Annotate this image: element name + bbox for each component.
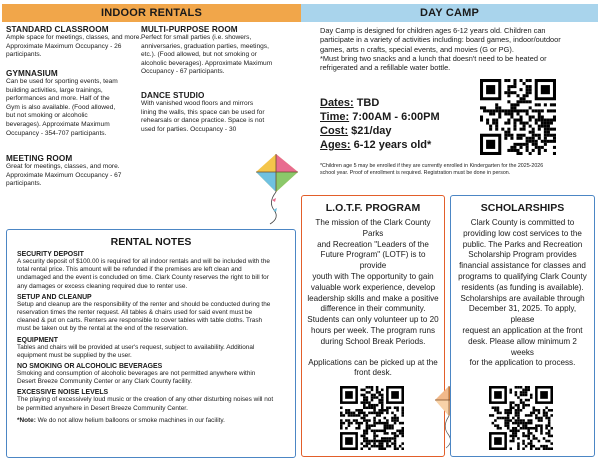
day-camp-line: *Must bring two snacks and a lunch that doesn't need to be heated or <box>320 53 547 63</box>
day-camp-banner: DAY CAMP <box>301 4 598 22</box>
footnote-line: *Children age 5 may be enrolled if they are currently enrolled in Kindergarten for the 2025-2026 <box>320 163 544 169</box>
setup-cleanup-heading: SETUP AND CLEANUP <box>17 293 92 301</box>
cost-row <box>320 124 470 138</box>
scholarships-line: desk. Please allow minimum 2 weeks <box>468 336 577 357</box>
equipment-heading: EQUIPMENT <box>17 336 58 344</box>
scholarships-qr-code-icon <box>489 386 553 450</box>
scholarships-line: for the application to process. <box>469 358 576 368</box>
kite-icon <box>248 150 304 226</box>
security-deposit-line: undamaged and the event is concluded on time. Clark County reserves the right to bill for <box>17 274 269 282</box>
ages-label: Ages: <box>320 139 351 151</box>
lotf-line: Future Program" (LOTF) is to provide <box>320 250 426 271</box>
lotf-pickup-line: front desk. <box>354 368 392 378</box>
meeting-room-line: Approximate Maximum Occupancy - 67 <box>6 171 122 179</box>
security-deposit-heading: SECURITY DEPOSIT <box>17 251 84 258</box>
multi-purpose-room-line: alcoholic beverages). Approximate Maximum <box>141 59 273 67</box>
lotf-line: leadership skills and make a positive <box>307 293 439 303</box>
note-label: *Note: <box>17 416 36 424</box>
time-value: 7:00AM - 6:00PM <box>352 111 440 123</box>
note-text: We do not allow helium balloons or smoke machines in our facility. <box>35 416 225 424</box>
dance-studio-section <box>141 91 299 134</box>
day-camp-details <box>320 96 470 152</box>
gymnasium-line: performances and more. Half of the <box>6 95 110 103</box>
standard-classroom-title: STANDARD CLASSROOM <box>6 25 109 34</box>
footnote-line: school year. Proof of enrollment is required. Registration must be done in person. <box>320 170 511 176</box>
security-deposit-line: total rental price. This amount will be refunded if the premises are left clean and <box>17 266 242 274</box>
dates-value: TBD <box>356 97 380 109</box>
day-camp-line: games, arts n crafts, special events, and movies (G or PG). <box>320 44 514 54</box>
dance-studio-line: used for parties. Occupancy - 30 <box>141 125 237 133</box>
lotf-title: L.O.T.F. PROGRAM <box>325 202 421 214</box>
lotf-line: youth with The opportunity to gain <box>312 271 434 281</box>
lotf-line: Students can only volunteer up to 20 <box>307 315 439 325</box>
multi-purpose-room-line: Occupancy - 67 participants. <box>141 68 225 76</box>
equipment-line: Tables and chairs will be provided at user's request, subject to availability. Additional <box>17 343 255 351</box>
noise-line: be permitted anywhere in Desert Breeze Community Center. <box>17 404 188 412</box>
scholarships-line: providing low cost services to the <box>463 228 582 238</box>
setup-cleanup-line: Setup and cleanup are the responsibility of the renter and should be conducted during the <box>17 300 271 308</box>
gymnasium-line: Gym is also available. (Food allowed, <box>6 103 116 111</box>
security-deposit-line: A security deposit of $100.00 is required for all indoor rentals and will be included with the <box>17 258 270 265</box>
lotf-pickup-line: Applications can be picked up at the <box>308 357 438 367</box>
day-camp-line: participate in a variety of activities including: board games, indoor/outdoor <box>320 35 561 45</box>
multi-purpose-room-line: etc.). (Food allowed, but not smoking or <box>141 51 257 59</box>
noise-heading: EXCESSIVE NOISE LEVELS <box>17 389 109 397</box>
day-camp-line: Day Camp is designed for children ages 6-12 years old. Children can <box>320 26 546 35</box>
standard-classroom-line: Ample space for meetings, classes, and more. <box>6 34 142 41</box>
scholarships-line: Scholarships are available through <box>460 293 585 303</box>
day-camp-footnote <box>320 163 596 177</box>
gymnasium-line: Occupancy - 354-707 participants. <box>6 129 107 137</box>
scholarships-line: public. The Parks and Recreation <box>462 239 583 249</box>
dance-studio-line: lining the walls, this space can be used for <box>141 108 265 116</box>
no-smoking-line: Smoking and consumption of alcoholic beverages are not permitted anywhere within <box>17 370 256 378</box>
scholarships-title: SCHOLARSHIPS <box>480 202 565 214</box>
meeting-room-line: participants. <box>6 180 42 188</box>
day-camp-description <box>320 26 595 72</box>
indoor-rentals-banner: INDOOR RENTALS <box>2 4 301 22</box>
dates-row <box>320 96 470 110</box>
rental-notes-box <box>6 229 296 458</box>
setup-cleanup-line: reservation times the renter request. All tables & chairs used for said event must be <box>17 309 253 317</box>
time-label: Time: <box>320 111 350 123</box>
ages-value: 6-12 years old* <box>353 139 432 151</box>
lotf-line: and Recreation "Leaders of the <box>317 239 429 249</box>
lotf-qr-code-icon <box>340 386 404 450</box>
lotf-line: hours per week. The program runs <box>310 325 435 335</box>
standard-classroom-section <box>6 25 146 60</box>
gymnasium-line: Can be used for sporting events, team <box>6 78 118 85</box>
ages-row <box>320 138 470 152</box>
scholarships-line: December 31, 2025. To apply, please <box>468 304 577 325</box>
gymnasium-title: GYMNASIUM <box>6 69 58 78</box>
gymnasium-section <box>6 69 146 138</box>
time-row <box>320 110 470 124</box>
scholarships-line: residents (as funding is available). <box>461 282 584 292</box>
equipment-line: equipment must be supplied by the user. <box>17 351 132 359</box>
gymnasium-line: building activities, large trainings, <box>6 86 103 94</box>
no-smoking-heading: NO SMOKING OR ALCOHOLIC BEVERAGES <box>17 363 163 371</box>
scholarships-line: Clark County is committed to <box>470 218 575 227</box>
security-deposit-line: any damages or excess cleaning required due to renter use. <box>17 282 188 290</box>
scholarships-line: request an application at the front <box>462 325 583 335</box>
scholarships-box <box>450 195 595 457</box>
lotf-line: The mission of the Clark County Parks <box>315 218 431 238</box>
standard-classroom-line: Approximate Maximum Occupancy - 26 <box>6 42 122 50</box>
meeting-room-section <box>6 154 146 189</box>
scholarships-line: Scholarship Program provides <box>468 250 577 260</box>
meeting-room-line: Great for meetings, classes, and more. <box>6 163 120 170</box>
dance-studio-title: DANCE STUDIO <box>141 91 205 100</box>
rental-notes-title: RENTAL NOTES <box>110 236 192 248</box>
multi-purpose-room-title: MULTI-PURPOSE ROOM <box>141 25 238 34</box>
meeting-room-title: MEETING ROOM <box>6 154 73 163</box>
multi-purpose-room-line: anniversaries, graduation parties, meetings, <box>141 42 269 50</box>
day-camp-line: refrigerated and a refillable water bottle. <box>320 63 451 73</box>
setup-cleanup-line: cleaned & put on carts. Renters are responsible to cover tables with table cloths. Trash <box>17 317 263 325</box>
noise-line: The playing of excessively loud music or the creation of any other disturbing noises will not <box>17 396 274 404</box>
scholarships-line: programs to qualifying Clark County <box>458 271 587 281</box>
scholarships-line: financial assistance for classes and <box>459 261 586 271</box>
day-camp-qr-code-icon <box>480 79 556 155</box>
dance-studio-line: rehearsals or dance practice. Space is not <box>141 117 265 125</box>
no-smoking-line: Desert Breeze Community Center or any Clark County facility. <box>17 378 192 386</box>
standard-classroom-line: participants. <box>6 51 42 59</box>
cost-label: Cost: <box>320 125 349 137</box>
lotf-program-box <box>301 195 445 457</box>
dates-label: Dates: <box>320 97 354 109</box>
multi-purpose-room-line: Perfect for small parties (i.e. showers, <box>141 34 252 41</box>
multi-purpose-room-section <box>141 25 299 77</box>
rental-note <box>17 417 289 425</box>
lotf-line: difference in their community. <box>320 304 426 314</box>
dance-studio-line: With vanished wood floors and mirrors <box>141 100 254 107</box>
gymnasium-line: beverages). Approximate Maximum <box>6 120 110 128</box>
cost-value: $21/day <box>351 125 392 137</box>
lotf-line: during School Break Periods. <box>320 336 426 346</box>
setup-cleanup-line: must be taken out by the rental at the end of the reservation. <box>17 325 188 333</box>
lotf-line: valuable work experience, develop <box>310 282 436 292</box>
gymnasium-line: but not smoking or alcoholic <box>6 112 88 120</box>
